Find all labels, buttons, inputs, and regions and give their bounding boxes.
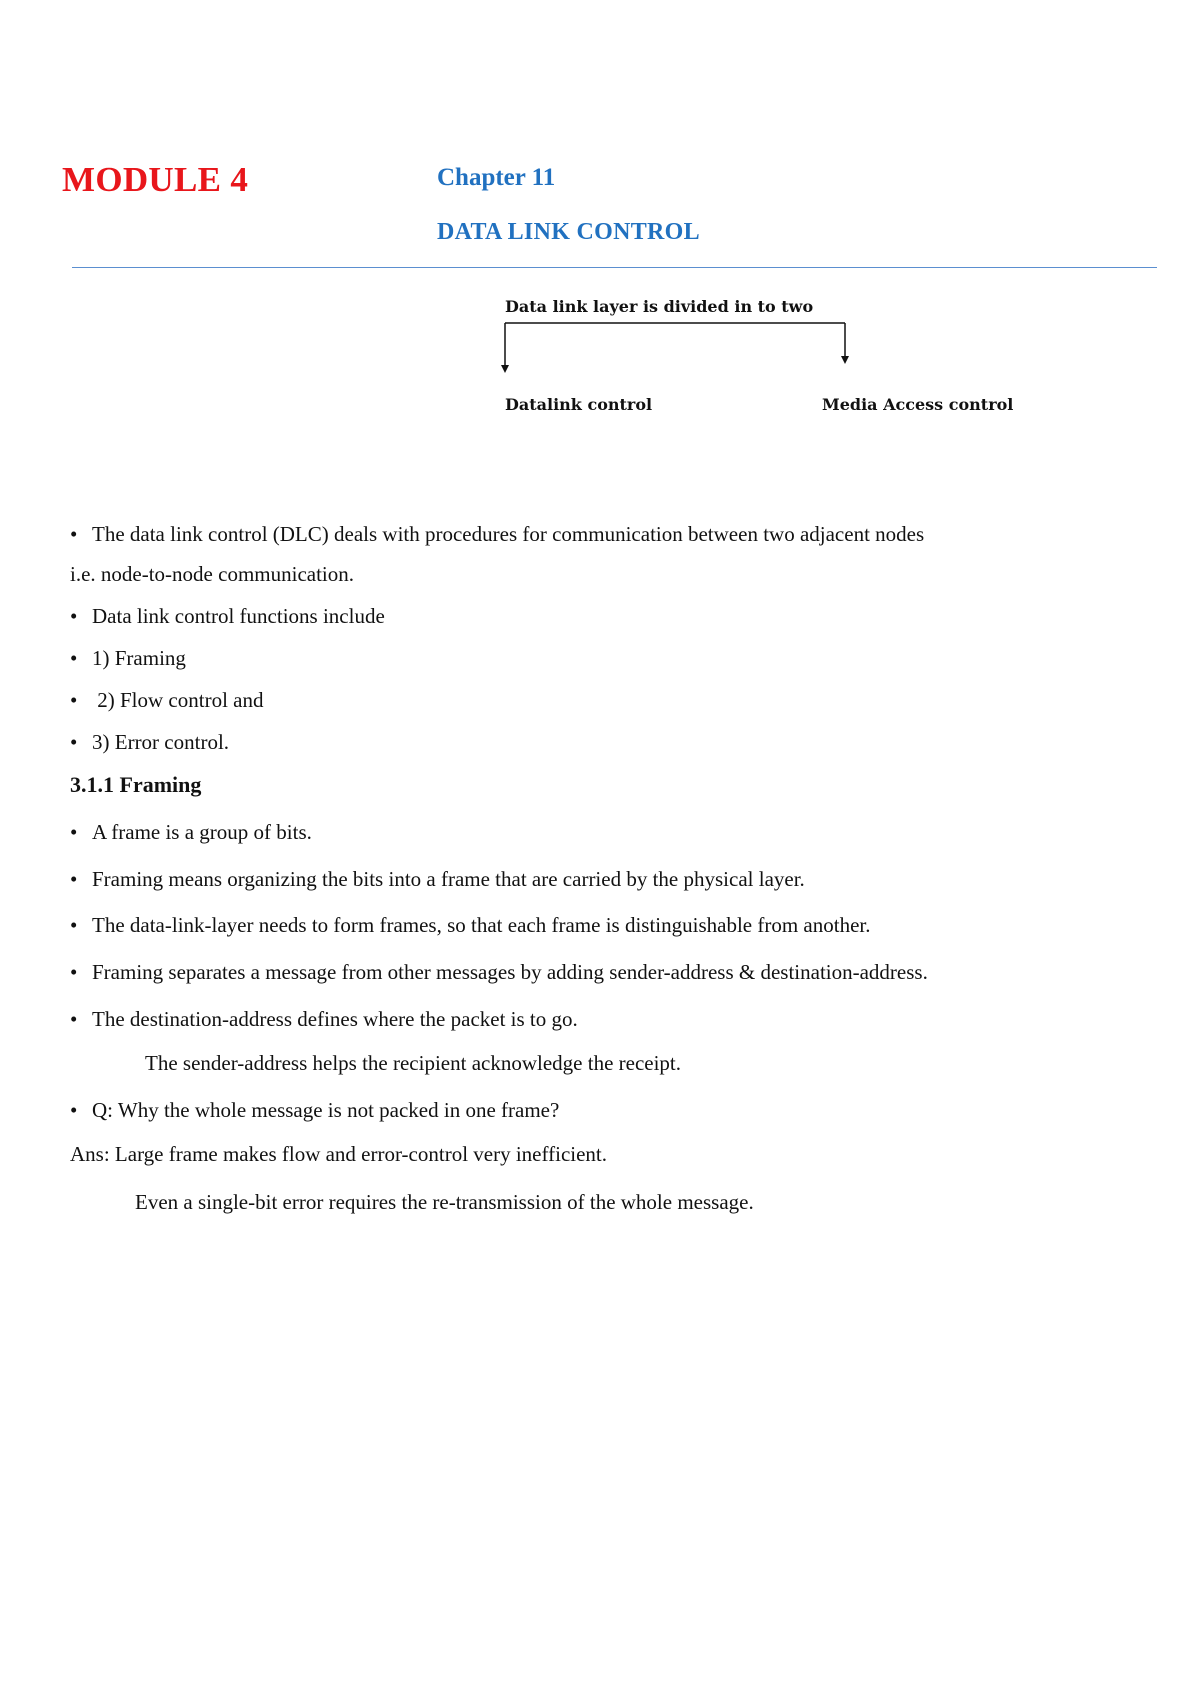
bullet-icon: • xyxy=(70,820,78,844)
paragraph xyxy=(135,1189,754,1215)
bullet-icon: • xyxy=(70,604,78,628)
list-item xyxy=(70,959,928,985)
diagram-root-label: Data link layer is divided in to two xyxy=(505,297,814,316)
framing-heading: 3.1.1 Framing xyxy=(70,772,202,797)
list-item xyxy=(70,866,805,892)
text: Framing means organizing the bits into a frame that are carried by the physical layer. xyxy=(92,867,805,891)
bullet-icon: • xyxy=(70,522,78,546)
diagram-right-label: Media Access control xyxy=(822,395,1014,414)
text: Q: Why the whole message is not packed in one frame? xyxy=(92,1098,560,1122)
text: The data link control (DLC) deals with procedures for communication between two adjacent nodes xyxy=(92,522,925,546)
text: Ans: Large frame makes flow and error-control very inefficient. xyxy=(70,1142,608,1166)
text: Data link control functions include xyxy=(92,604,385,628)
text: The data-link-layer needs to form frames, so that each frame is distinguishable from another. xyxy=(92,913,871,937)
list-item xyxy=(70,819,312,845)
bullet-icon: • xyxy=(70,1007,78,1031)
text: Even a single-bit error requires the re-transmission of the whole message. xyxy=(135,1190,754,1214)
text: A frame is a group of bits. xyxy=(92,820,312,844)
paragraph xyxy=(70,1141,607,1167)
text: The sender-address helps the recipient acknowledge the receipt. xyxy=(145,1051,682,1075)
list-item xyxy=(70,687,263,713)
paragraph xyxy=(70,521,924,547)
arrow-down-icon xyxy=(841,356,849,364)
module-title: MODULE 4 xyxy=(62,160,249,199)
bullet-icon: • xyxy=(70,960,78,984)
text: 1) Framing xyxy=(92,646,186,670)
list-item xyxy=(70,645,186,671)
bullet-icon: • xyxy=(70,646,78,670)
list-item xyxy=(70,729,229,755)
bullet-icon: • xyxy=(70,688,78,712)
bullet-icon: • xyxy=(70,730,78,754)
text: Framing separates a message from other messages by adding sender-address & destination-address. xyxy=(92,960,928,984)
paragraph xyxy=(145,1050,681,1076)
dll-division-diagram xyxy=(0,0,1200,440)
list-item xyxy=(70,1006,578,1032)
paragraph xyxy=(70,561,354,587)
list-item xyxy=(70,603,385,629)
diagram-left-label: Datalink control xyxy=(505,395,653,414)
list-item xyxy=(70,912,871,938)
bullet-icon: • xyxy=(70,1098,78,1122)
text: 3) Error control. xyxy=(92,730,230,754)
arrow-down-icon xyxy=(501,365,509,373)
bullet-icon: • xyxy=(70,913,78,937)
chapter-title: Chapter 11 xyxy=(437,164,556,191)
section-title: DATA LINK CONTROL xyxy=(437,219,700,245)
bullet-icon: • xyxy=(70,867,78,891)
text: i.e. node-to-node communication. xyxy=(70,562,355,586)
list-item xyxy=(70,1097,559,1123)
text: The destination-address defines where the packet is to go. xyxy=(92,1007,578,1031)
text: 2) Flow control and xyxy=(92,688,264,712)
